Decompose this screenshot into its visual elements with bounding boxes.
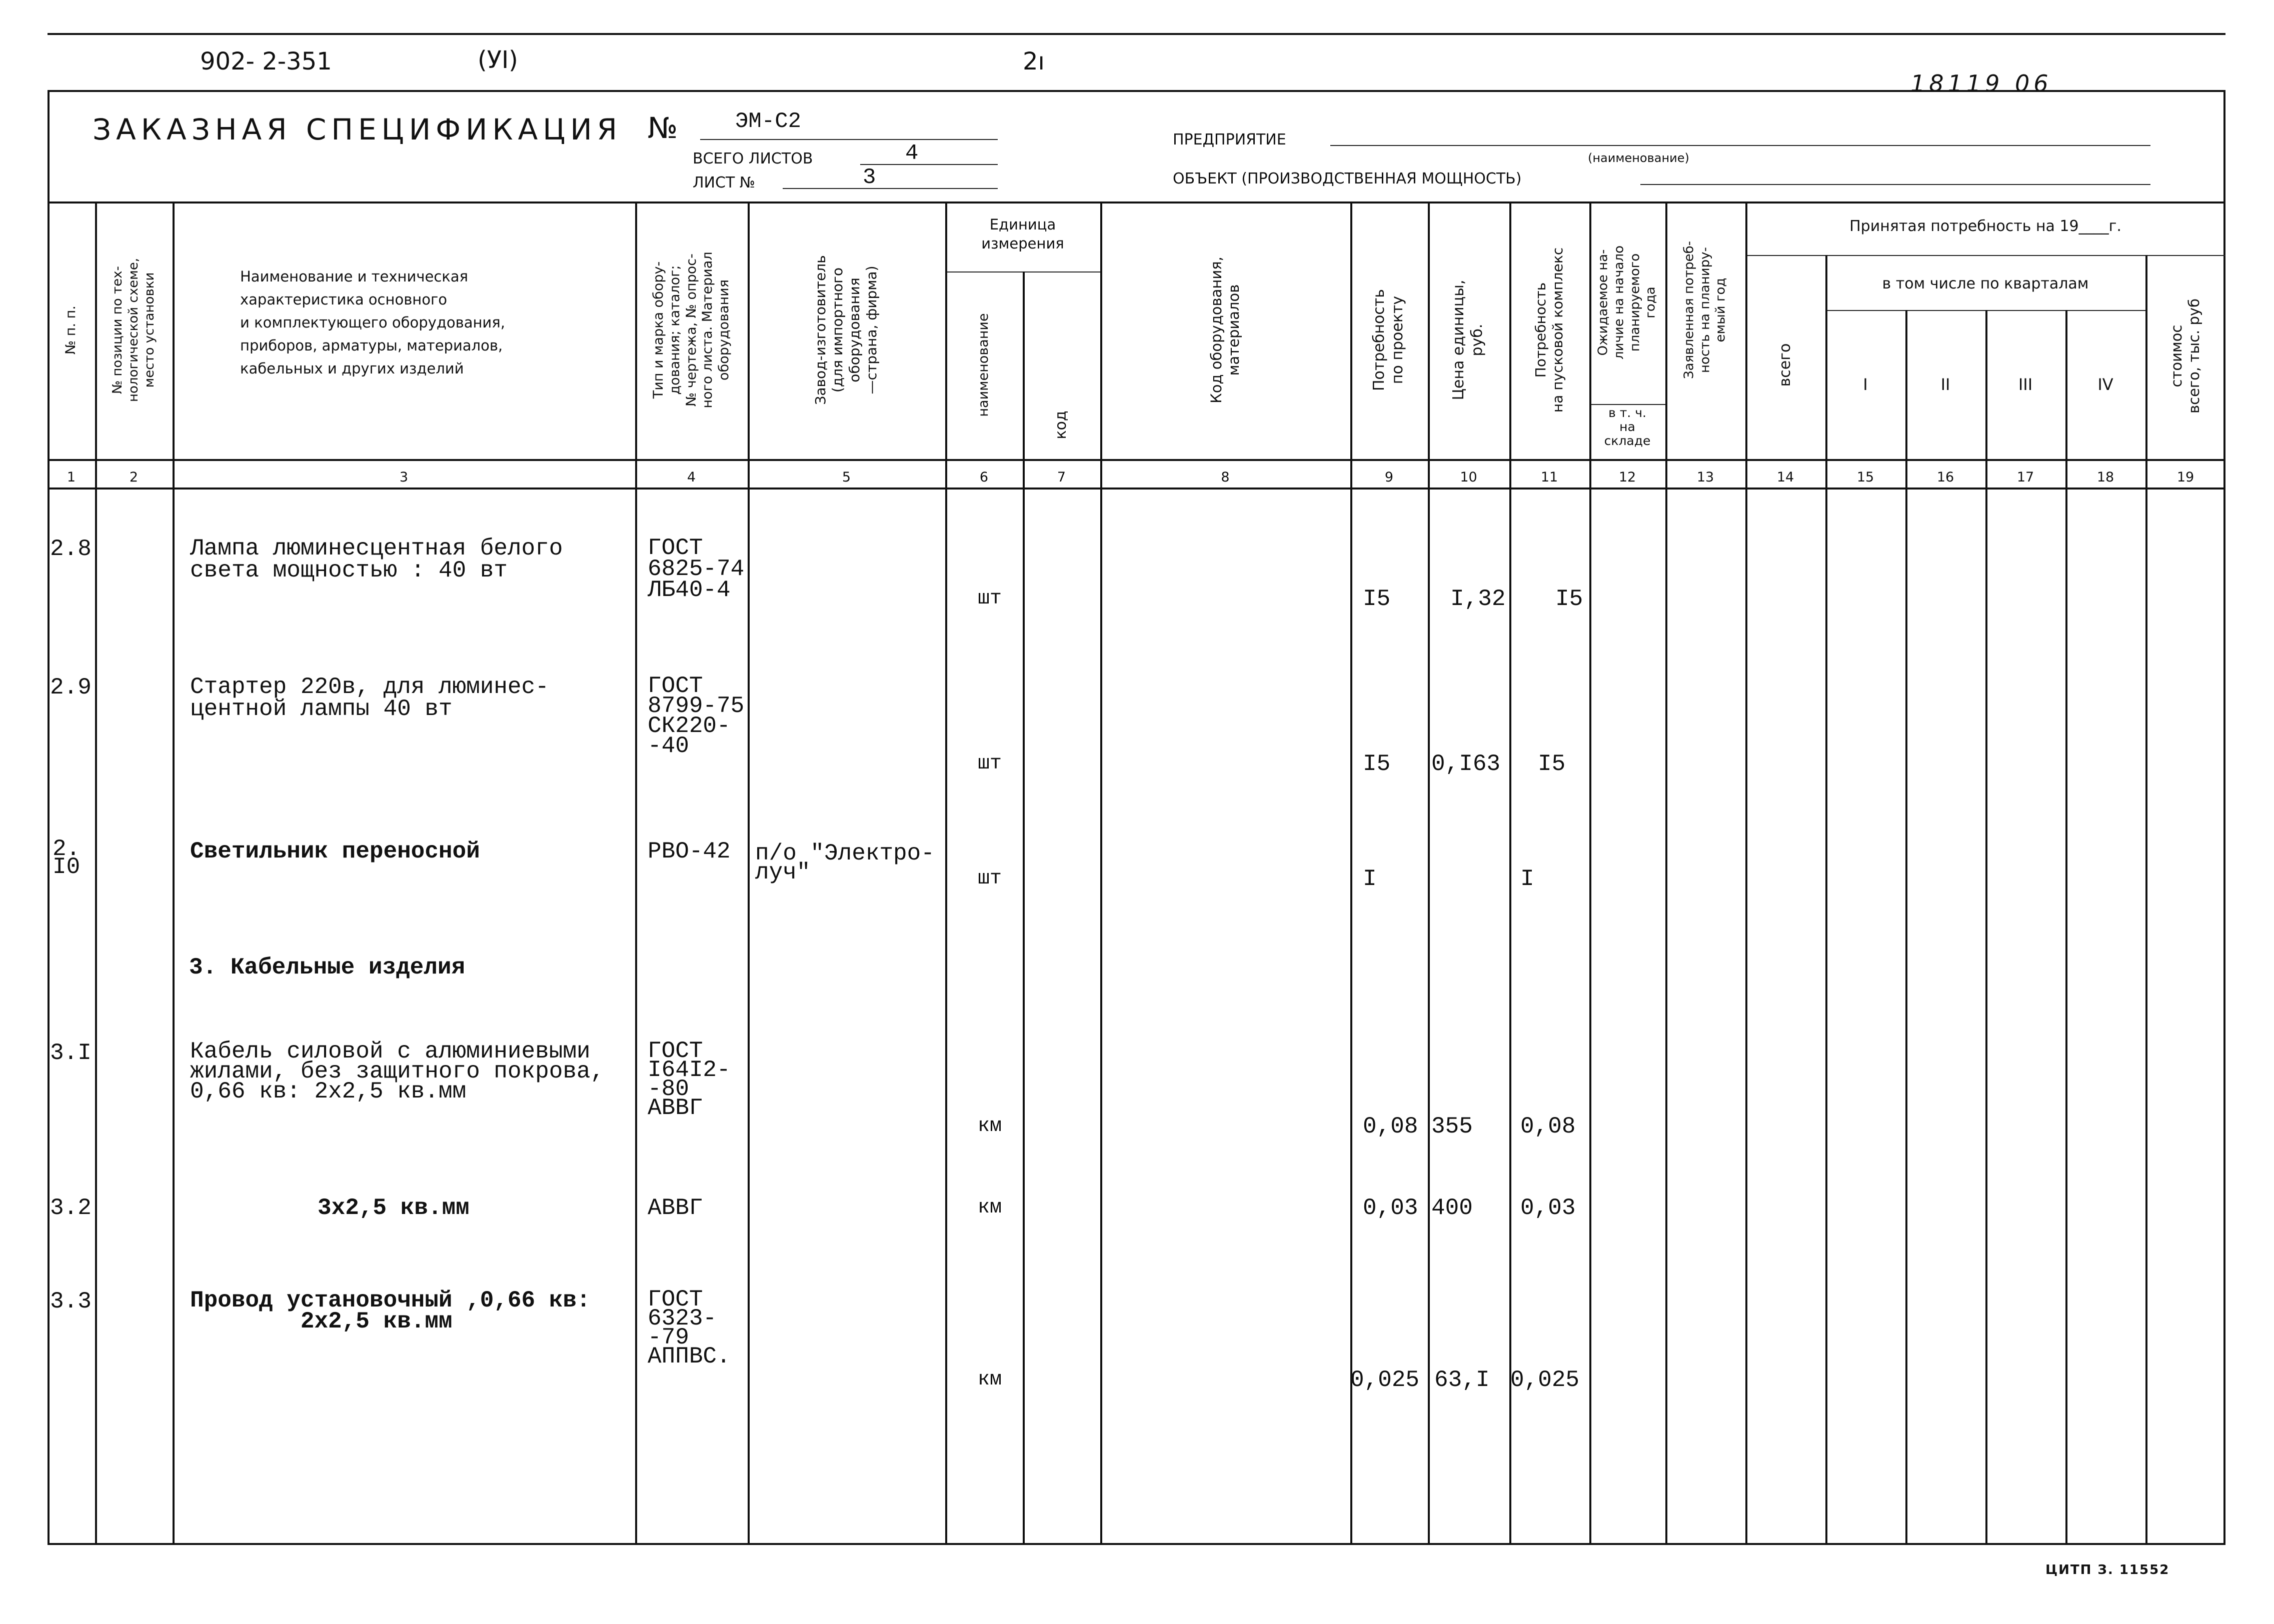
row-3-3-unit-price: 63,I [1434, 1367, 1490, 1393]
spec-title: ЗАКАЗНАЯ СПЕЦИФИКАЦИЯ [93, 112, 622, 146]
row-2-10-name: Светильник переносной [190, 838, 480, 864]
column-number: 11 [1540, 470, 1558, 485]
row-2-10-unit: шт [978, 868, 1002, 890]
header-unit-name: наименование [975, 313, 991, 417]
spec-number: ЭМ-С2 [735, 109, 802, 134]
row-3-2-type: АВВГ [648, 1195, 703, 1221]
row-3-2-launch-need: 0,03 [1520, 1195, 1576, 1221]
handwritten-number: 18119 06 [1910, 70, 2052, 97]
sheet-label: ЛИСТ № [693, 174, 756, 192]
column-number: 4 [687, 470, 696, 485]
header-type: Тип и марка обору- дования; каталог; № чертежа, № опрос- ного листа. Материал оборудования [650, 252, 732, 408]
row-3-2-unit-price: 400 [1431, 1195, 1473, 1221]
row-3-1-position: 3.I [50, 1040, 92, 1066]
row-2-9-name: Стартер 220в, для люминес- центной лампы 40 вт [190, 674, 549, 722]
row-3-2-position: 3.2 [50, 1195, 92, 1221]
top-border [48, 33, 2225, 35]
column-number: 16 [1936, 470, 1954, 485]
total-sheets: 4 [905, 141, 919, 166]
row-2-8-type: ГОСТ 6825-74 ЛБ40-4 [648, 535, 745, 603]
row-2-9-launch-need: I5 [1538, 751, 1566, 777]
row-2-10-launch-need: I [1520, 866, 1534, 892]
column-number: 2 [129, 470, 139, 485]
row-3-2-name: 3х2,5 кв.мм [318, 1195, 470, 1221]
document-part: (УI) [478, 46, 518, 74]
header-cost: стоимос всего, тыс. руб [2167, 298, 2202, 414]
row-3-1-unit: км [978, 1115, 1002, 1138]
row-3-1-launch-need: 0,08 [1520, 1114, 1576, 1140]
row-2-9-unit: шт [978, 752, 1002, 775]
row-3-3-launch-need: 0,025 [1510, 1367, 1580, 1393]
row-3-3-name: Провод установочный ,0,66 кв: 2х2,5 кв.мм [190, 1288, 591, 1334]
row-3-3-unit: км [978, 1368, 1002, 1391]
column-number: 18 [2096, 470, 2114, 485]
header-name: Наименование и техническая характеристика основного и комплектующего оборудования, приборов, арматуры, материалов, кабельных и других изделий [240, 268, 505, 377]
row-2-9-project-need: I5 [1363, 751, 1391, 777]
footer-stamp: ЦИТП З. 11552 [2045, 1562, 2170, 1578]
row-2-8-position: 2.8 [50, 536, 92, 562]
column-number: 6 [979, 470, 989, 485]
document-code: 902- 2-351 [200, 48, 332, 76]
row-3-2-unit: км [978, 1196, 1002, 1219]
header-quarters: в том числе по кварталам [1882, 275, 2089, 292]
naming-note: (наименование) [1588, 151, 1689, 165]
header-project-need: Потребность по проекту [1370, 289, 1406, 392]
column-number: 8 [1221, 470, 1230, 485]
row-3-2-project-need: 0,03 [1363, 1195, 1418, 1221]
row-2-10-position: 2. I0 [53, 836, 81, 880]
column-number: 1 [67, 470, 76, 485]
row-2-10-type: РВО-42 [648, 838, 731, 864]
row-3-3-position: 3.3 [50, 1288, 92, 1314]
row-2-8-project-need: I5 [1363, 586, 1391, 612]
enterprise-label: ПРЕДПРИЯТИЕ [1173, 131, 1286, 148]
row-2-8-unit-price: I,32 [1450, 586, 1506, 612]
row-2-10-project-need: I [1363, 866, 1377, 892]
header-launch-need: Потребность на пусковой комплекс [1532, 247, 1566, 413]
column-number: 15 [1856, 470, 1874, 485]
column-number: 3 [399, 470, 409, 485]
header-unit-code: код [1052, 410, 1070, 440]
row-2-8-name: Лампа люминесцентная белого света мощностью : 40 вт [190, 536, 563, 584]
header-position: № позиции по тех- нологической схеме, место установки [110, 258, 157, 402]
column-number: 14 [1776, 470, 1794, 485]
header-q2: II [1940, 375, 1950, 394]
row-2-9-unit-price: 0,I63 [1431, 751, 1501, 777]
row-2-9-position: 2.9 [50, 674, 92, 700]
column-number: 13 [1696, 470, 1714, 485]
row-3-1-project-need: 0,08 [1363, 1114, 1418, 1140]
total-sheets-label: ВСЕГО ЛИСТОВ [693, 150, 813, 168]
header-q1: I [1863, 375, 1868, 394]
column-number: 7 [1057, 470, 1066, 485]
row-2-8-launch-need: I5 [1555, 586, 1583, 612]
header-unit-price: Цена единицы, руб. [1450, 280, 1486, 400]
page-number: 2ı [1023, 48, 1045, 76]
row-2-9-type: ГОСТ 8799-75 СК220- -40 [648, 673, 745, 759]
header-q4: IV [2097, 375, 2113, 394]
row-3-1-type: ГОСТ I64I2- -80 АВВГ [648, 1038, 731, 1121]
row-3-1-unit-price: 355 [1431, 1114, 1473, 1140]
header-equipment-code: Код оборудования, материалов [1207, 256, 1242, 404]
header-item-number: № п. п. [63, 306, 79, 354]
header-declared-need: Заявленная потреб- ность на планиру- емый год [1681, 241, 1728, 379]
column-number: 12 [1618, 470, 1636, 485]
sheet-number: 3 [863, 165, 876, 190]
column-number: 19 [2176, 470, 2194, 485]
section-cable-products: 3. Кабельные изделия [189, 954, 466, 980]
number-sign: № [648, 111, 678, 145]
row-2-10-manufacturer: п/о "Электро- луч" [755, 840, 935, 886]
column-number: 5 [842, 470, 851, 485]
header-accepted-need: Принятая потребность на 19____г. [1849, 218, 2121, 235]
column-number: 10 [1460, 470, 1477, 485]
column-number: 17 [2016, 470, 2034, 485]
header-q3: III [2018, 375, 2033, 394]
row-3-1-name: Кабель силовой с алюминиевыми жилами, без защитного покрова, 0,66 кв: 2х2,5 кв.мм [190, 1038, 605, 1104]
header-expected-stock: Ожидаемое на- личие на начало планируемого года [1595, 246, 1658, 360]
row-3-3-project-need: 0,025 [1350, 1367, 1420, 1393]
header-unit-group: Единица измерения [981, 216, 1064, 252]
object-label: ОБЪЕКТ (ПРОИЗВОДСТВЕННАЯ МОЩНОСТЬ) [1173, 170, 1522, 188]
row-2-8-unit: шт [978, 588, 1002, 610]
header-in-warehouse: в т. ч. на складе [1604, 406, 1651, 448]
header-total: всего [1776, 343, 1794, 387]
header-manufacturer: Завод-изготовитель (для импортного оборудования —страна, фирма) [812, 255, 880, 405]
row-3-3-type: ГОСТ 6323- -79 АППВС. [648, 1286, 731, 1370]
column-number: 9 [1384, 470, 1394, 485]
